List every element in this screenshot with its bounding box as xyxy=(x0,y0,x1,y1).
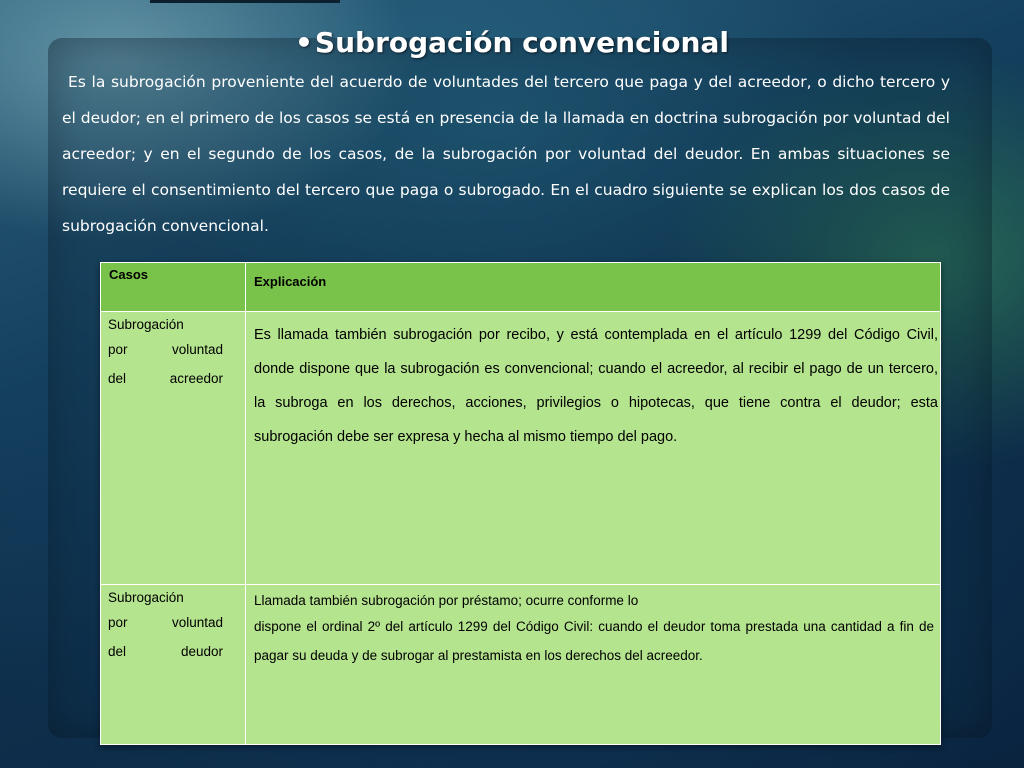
table-row xyxy=(101,585,941,745)
title-text: Subrogación convencional xyxy=(314,26,729,59)
title-bullet: • xyxy=(295,26,313,59)
case-line: del acreedor xyxy=(108,371,223,386)
explanation-cell-creditor: Es llamada también subrogación por recibo, y está contemplada en el artículo 1299 del Código Civil, donde dispone que la subrogación es convencional; cuando el acreedor, al recibir el pago de un tercero, la subroga en los derechos, acciones, privilegios o hipotecas, que tiene contra el deudor; esta subrogación debe ser expresa y hecha al mismo tiempo del pago. xyxy=(246,312,941,585)
cases-table xyxy=(100,262,941,745)
case-line: por voluntad xyxy=(108,615,223,630)
table-header-row xyxy=(101,263,941,312)
case-line: por voluntad xyxy=(108,342,223,357)
case-cell-creditor xyxy=(101,312,246,585)
case-line: Subrogación xyxy=(108,590,184,605)
header-cases: Casos xyxy=(101,263,246,312)
intro-paragraph: Es la subrogación proveniente del acuerdo de voluntades del tercero que paga y del acreedor, o dicho tercero y el deudor; en el primero de los casos se está en presencia de la llamada en doctrina subrogación por voluntad del acreedor; y en el segundo de los casos, de la subrogación por voluntad del deudor. En ambas situaciones se requiere el consentimiento del tercero que paga o subrogado. En el cuadro siguiente se explican los dos casos de subrogación convencional. xyxy=(62,73,950,235)
explanation-first-line: Llamada también subrogación por préstamo; ocurre conforme lo xyxy=(254,593,639,608)
explanation-cell-debtor xyxy=(246,585,941,745)
top-accent-line xyxy=(150,0,340,3)
header-explanation: Explicación xyxy=(246,263,941,312)
table-row xyxy=(101,312,941,585)
case-cell-debtor xyxy=(101,585,246,745)
slide-title xyxy=(0,26,1024,59)
case-line: del deudor xyxy=(108,644,223,659)
case-line: Subrogación xyxy=(108,317,184,332)
explanation-rest: dispone el ordinal 2º del artículo 1299 del Código Civil: cuando el deudor toma prestada una cantidad a fin de pagar su deuda y de subrogar al prestamista en los derechos del acreedor. xyxy=(254,619,934,663)
